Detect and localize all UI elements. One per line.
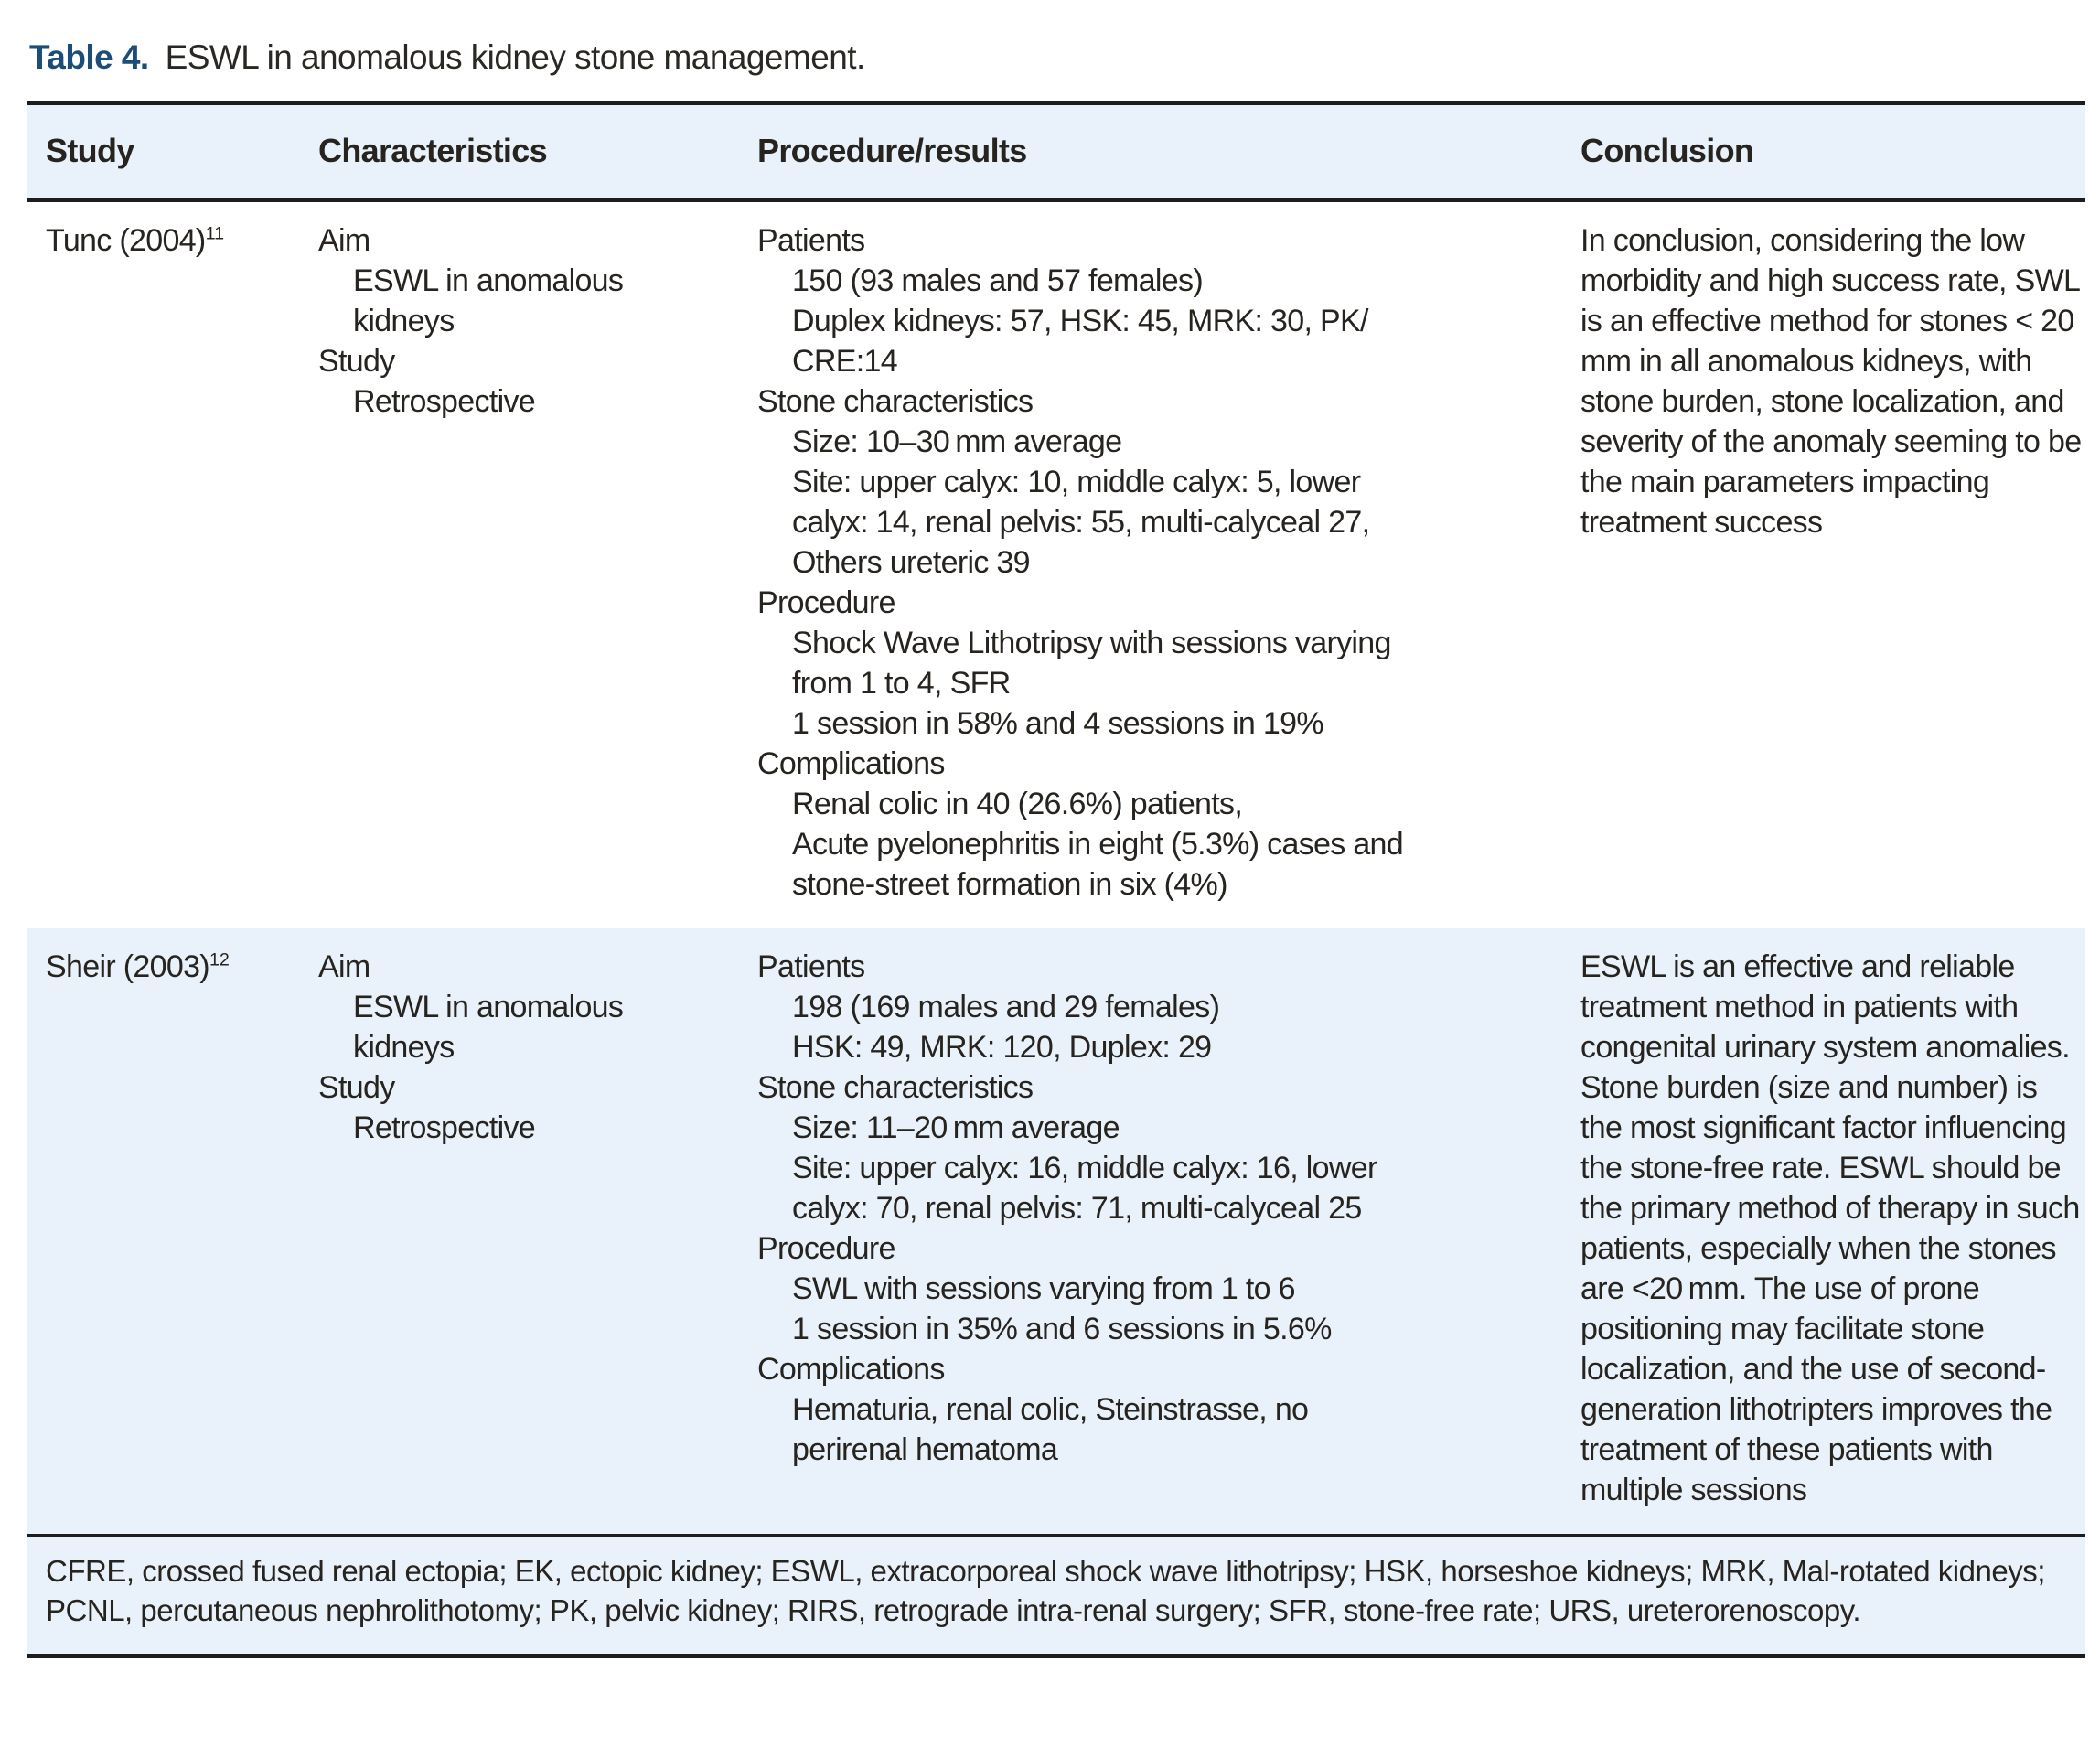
conclusion-cell bbox=[1573, 928, 2085, 1536]
abbreviations-footnote: CFRE, crossed fused renal ectopia; EK, ectopic kidney; ESWL, extracorporeal shock wave lithotripsy; HSK, horseshoe kidneys; MRK, Mal-rotated kidneys; PCNL, percutaneous nephrolithotomy; PK, pelvic kidney; RIRS, retrograde intra-renal surgery; SFR, stone-free rate; URS, ureterorenoscopy. bbox=[27, 1536, 2085, 1656]
table-number-label: Table 4. bbox=[29, 38, 149, 76]
cell-line: from 1 to 4, SFR bbox=[792, 666, 1011, 701]
procedure-results-cell bbox=[750, 200, 1573, 928]
citation-ref: 12 bbox=[209, 949, 230, 970]
cell-line: Shock Wave Lithotripsy with sessions varying bbox=[792, 626, 1391, 660]
cell-line: Acute pyelonephritis in eight (5.3%) cases and bbox=[792, 827, 1404, 862]
column-header-study: Study bbox=[27, 103, 311, 201]
study-cell bbox=[27, 928, 311, 1536]
cell-line: 1 session in 58% and 4 sessions in 19% bbox=[792, 706, 1323, 741]
table-header bbox=[27, 103, 2085, 201]
cell-line: Stone characteristics bbox=[757, 384, 1034, 419]
cell-line: kidneys bbox=[353, 1030, 455, 1065]
conclusion-cell bbox=[1573, 200, 2085, 928]
cell-line: perirenal hematoma bbox=[792, 1432, 1058, 1467]
study-table bbox=[27, 101, 2085, 1658]
cell-line: Size: 11–20 mm average bbox=[792, 1110, 1120, 1145]
cell-line: Size: 10–30 mm average bbox=[792, 424, 1122, 459]
cell-line: Stone characteristics bbox=[757, 1070, 1034, 1105]
cell-line: 150 (93 males and 57 females) bbox=[792, 263, 1203, 298]
table-title bbox=[29, 37, 2085, 79]
cell-line: Aim bbox=[318, 949, 370, 984]
conclusion-text: ESWL is an effective and reliable treatment method in patients with congenital urinary system anomalies. Stone burden (size and number) is the most significant factor influencing the stone-free rate. ESWL should be the primary method of therapy in such patients, especially when the stones are <20 mm. The use of prone positioning may facilitate stone localization, and the use of second-generation lithotripters improves the treatment of these patients with multiple sessions bbox=[1580, 949, 2080, 1507]
cell-line: Site: upper calyx: 16, middle calyx: 16, lower bbox=[792, 1151, 1377, 1185]
cell-line: 198 (169 males and 29 females) bbox=[792, 990, 1220, 1024]
cell-line: calyx: 70, renal pelvis: 71, multi-calyceal 25 bbox=[792, 1191, 1362, 1226]
table-row-sheir bbox=[27, 928, 2085, 1536]
cell-line: Retrospective bbox=[353, 1110, 536, 1145]
cell-line: Duplex kidneys: 57, HSK: 45, MRK: 30, PK/ bbox=[792, 304, 1368, 338]
cell-line: 1 session in 35% and 6 sessions in 5.6% bbox=[792, 1312, 1332, 1346]
cell-line: Others ureteric 39 bbox=[792, 545, 1030, 580]
column-header-characteristics: Characteristics bbox=[311, 103, 750, 201]
conclusion-text: In conclusion, considering the low morbidity and high success rate, SWL is an effective method for stones < 20 mm in all anomalous kidneys, with stone burden, stone localization, and severity of the anomaly seeming to be the main parameters impacting treatment success bbox=[1580, 223, 2082, 540]
characteristics-cell bbox=[311, 200, 750, 928]
cell-line: Renal colic in 40 (26.6%) patients, bbox=[792, 787, 1243, 821]
cell-line: Procedure bbox=[757, 1231, 895, 1266]
cell-line: Retrospective bbox=[353, 384, 536, 419]
study-name: Tunc (2004) bbox=[46, 223, 206, 258]
column-header-conclusion: Conclusion bbox=[1573, 103, 2085, 201]
study-cell bbox=[27, 200, 311, 928]
citation-ref: 11 bbox=[205, 223, 225, 244]
cell-line: CRE:14 bbox=[792, 344, 897, 379]
cell-line: Complications bbox=[757, 1352, 945, 1387]
cell-line: SWL with sessions varying from 1 to 6 bbox=[792, 1271, 1295, 1306]
cell-line: Complications bbox=[757, 746, 945, 781]
table-row-tunc bbox=[27, 200, 2085, 928]
cell-line: Study bbox=[318, 1070, 395, 1105]
cell-line: Site: upper calyx: 10, middle calyx: 5, lower bbox=[792, 465, 1361, 499]
cell-line: ESWL in anomalous bbox=[353, 263, 624, 298]
cell-line: Patients bbox=[757, 223, 865, 258]
cell-line: ESWL in anomalous bbox=[353, 990, 624, 1024]
cell-line: kidneys bbox=[353, 304, 455, 338]
study-name: Sheir (2003) bbox=[46, 949, 209, 984]
cell-line: Aim bbox=[318, 223, 370, 258]
cell-line: Patients bbox=[757, 949, 865, 984]
cell-line: Procedure bbox=[757, 585, 895, 620]
table-title-text: ESWL in anomalous kidney stone management. bbox=[165, 38, 865, 76]
table-footnote-row bbox=[27, 1536, 2085, 1656]
cell-line: Study bbox=[318, 344, 395, 379]
cell-line: calyx: 14, renal pelvis: 55, multi-calyceal 27, bbox=[792, 505, 1370, 540]
characteristics-cell bbox=[311, 928, 750, 1536]
column-header-procedure-results: Procedure/results bbox=[750, 103, 1573, 201]
cell-line: Hematuria, renal colic, Steinstrasse, no bbox=[792, 1392, 1309, 1427]
cell-line: stone-street formation in six (4%) bbox=[792, 867, 1227, 902]
cell-line: HSK: 49, MRK: 120, Duplex: 29 bbox=[792, 1030, 1212, 1065]
procedure-results-cell bbox=[750, 928, 1573, 1536]
